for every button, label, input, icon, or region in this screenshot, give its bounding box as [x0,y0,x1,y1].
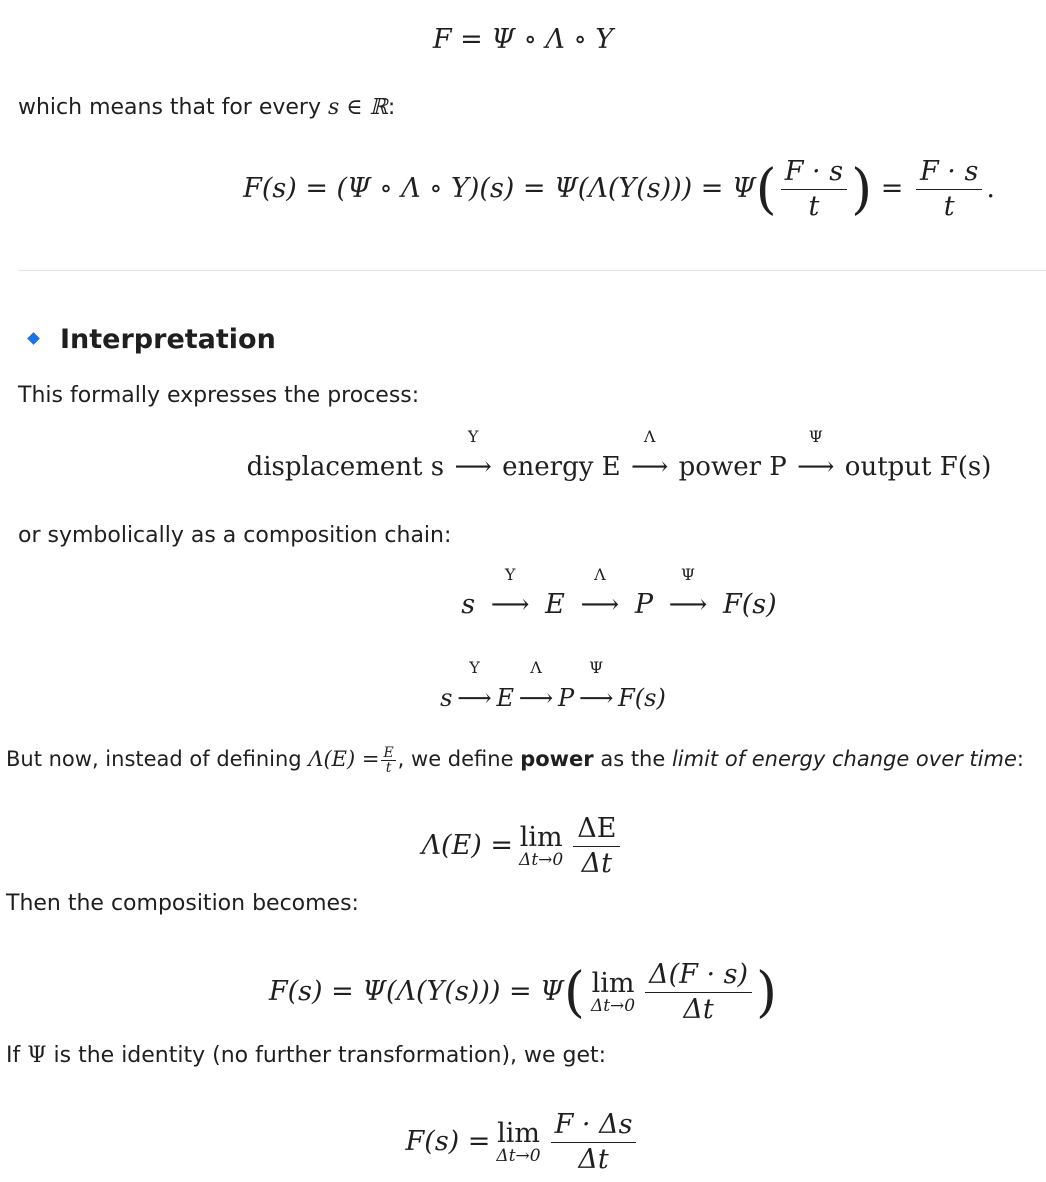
power-bold: power [520,747,594,771]
paragraph-then: Then the composition becomes: [6,891,359,916]
final-left: F(s) = [405,1126,491,1157]
equation-final [0,1108,1046,1177]
right-arrow-icon: ⟶ [580,589,620,620]
fraction-denominator: Δt [683,994,714,1025]
composition-left: F(s) = Ψ(Λ(Υ(s))) = Ψ [268,976,564,1007]
right-arrow-icon: ⟶ [668,589,708,620]
chain-node-p: P [634,589,654,620]
fraction-denominator: Δt [578,1144,609,1175]
for-every-text: which means that for every [18,95,328,120]
right-arrow-icon: ⟶ [454,452,492,482]
right-arrow-icon: ⟶ [797,452,835,482]
fraction-fs-over-t-2 [916,155,982,224]
paragraph-symbolically: or symbolically as a composition chain: [18,523,452,548]
arrow-label-upsilon: Υ [504,565,516,584]
arrow-label-lambda: Λ [530,658,542,677]
lim-label: lim [591,967,635,999]
if-text: If [6,1043,28,1068]
lambda-left: Λ(E) = [421,830,514,861]
fraction-fs-over-t [781,155,847,224]
chain-node-power: power P [678,452,787,482]
chain-node-e: E [496,684,514,712]
fraction-numerator: Δ(F · s) [645,958,752,993]
lim-label: lim [519,821,563,853]
right-arrow-icon: ⟶ [457,684,492,712]
fraction-numerator: ΔE [573,812,620,847]
if-text-2: is the identity (no further transformation), we get: [46,1043,607,1068]
paragraph-but-now [6,744,1024,775]
fraction-denominator: t [808,191,820,222]
chain-process [96,427,1046,487]
chain-node-s: s [440,684,453,712]
equation-lambda-limit [0,812,1046,881]
fraction-denominator: t [385,759,392,776]
equation-expanded: F(s) = (Ψ ∘ Λ ∘ Υ)(s) = Ψ(Λ(Υ(s))) = Ψ( $\frac{F \cdot s}{t}$ ) = $\frac{F \cdot s}{t}$ . [243,156,995,222]
but-now-math: Λ(E) = [308,747,380,771]
but-now-text: But now, instead of defining [6,747,309,771]
lim-subscript: Δt→0 [590,995,636,1016]
fraction-denominator: Δt [581,848,612,879]
equation-expanded-left: F(s) = (Ψ ∘ Λ ∘ Υ)(s) = Ψ(Λ(Υ(s))) = Ψ [243,173,756,204]
but-now-colon: : [1016,747,1024,771]
arrow-label-psi: Ψ [589,658,604,677]
right-arrow-icon: ⟶ [490,589,530,620]
section-heading: Interpretation [60,324,276,355]
for-every-math: s ∈ ℝ [328,95,388,120]
fraction-numerator: F · s [781,155,847,190]
arrow-label-lambda: Λ [643,427,656,446]
limit-italic: limit of energy change over time [671,747,1017,771]
paragraph-if [6,1041,606,1071]
chain-node-displacement: displacement s [246,452,445,482]
period: . [986,173,995,204]
chain-node-e: E [545,589,565,620]
chain-compact [30,658,1046,718]
but-now-text-3: as the [593,747,672,771]
arrow-label-psi: Ψ [808,427,823,446]
fraction-numerator: F · s [916,155,982,190]
equation-composition [0,20,1046,60]
right-arrow-icon: ⟶ [578,684,614,712]
diamond-bullet-icon [27,332,40,345]
fraction-numerator: E [383,744,394,761]
chain-symbolic [96,565,1046,625]
lim-subscript: Δt→0 [496,1145,541,1166]
for-every-colon: : [387,95,396,120]
chain-node-fs: F(s) [618,684,666,712]
lim-subscript: Δt→0 [519,849,564,870]
arrow-label-psi: Ψ [681,565,696,584]
arrow-label-lambda: Λ [594,565,606,584]
equation-composition-limit: F(s) = Ψ(Λ(Υ(s))) = Ψ( lim Δt→0 $\frac{\Delta(F \cdot s)}{\Delta t}$ ) [268,959,778,1025]
small-fraction-e-over-t [381,746,395,775]
if-psi: Ψ [27,1043,47,1068]
fraction-denominator: t [943,191,955,222]
equals-sign: = [880,173,904,204]
section-divider [18,270,1046,271]
chain-node-energy: energy E [502,452,621,482]
arrow-label-upsilon: Υ [469,658,480,677]
right-arrow-icon: ⟶ [631,452,669,482]
chain-node-s: s [461,589,476,620]
paragraph-for-every [18,93,395,123]
fraction-numerator: F · Δs [551,1108,637,1143]
chain-node-p: P [558,684,575,712]
equation-composition-text: F = Ψ ∘ Λ ∘ Υ [432,24,614,55]
paragraph-process: This formally expresses the process: [18,383,420,408]
but-now-text-2: , we define [397,747,521,771]
chain-node-fs: F(s) [723,589,777,620]
right-arrow-icon: ⟶ [518,684,554,712]
lim-label: lim [497,1117,540,1149]
arrow-label-upsilon: Υ [467,427,479,446]
chain-node-output: output F(s) [844,452,992,482]
